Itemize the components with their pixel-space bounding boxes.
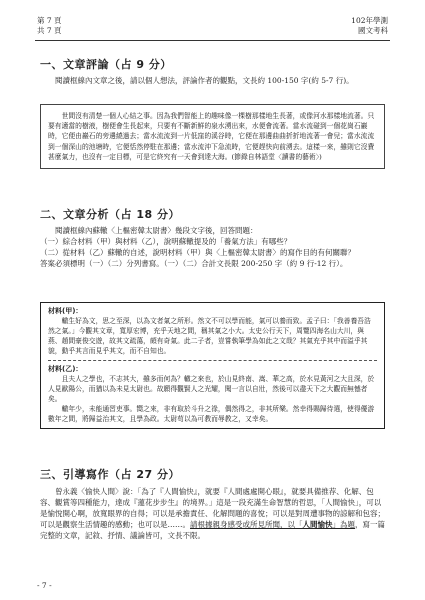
section2-materials-box — [40, 302, 385, 429]
section2-title: 二、文章分析（占 18 分） — [40, 208, 180, 221]
section2-question-2: （二）從材料（乙）蘇轍的自述，說明材料（甲）與〈上樞密韓太尉書〉的寫作目的有何關聯？ — [40, 248, 355, 257]
section3-title: 三、引導寫作（占 27 分） — [40, 468, 180, 481]
section1-instruction: 閱讀框線內文章之後，請以個人想法，評論作者的觀點，文長約 100-150 字(約 5-7 行)。 — [55, 76, 354, 85]
material-a-label: 材料(甲)： — [48, 307, 83, 315]
section3-text-1: 曾永義〈愉快人間〉說：「為了『人間愉快』，就要『人間處處開心眼』，就要具備推荐、化解、包容、觀賞等四種能力，達成『蓮花步步生』的境界。」這是一段充滿生命智慧的哲思，「人間愉快」，可以是愉悅開心啊，放寬眼界的自得；可以是承擔責任、化解問題的喜悅；可以是對周遭事物的諒解和包容；可以是觀察生活情趣的感動；也可以是……。 — [40, 487, 385, 529]
section1-quote: 世間沒有清楚一個人心結之事。因為我們智能上的趣味像一棵樹那樣地生長著，或像河水那樣地流著。只要有適當的樹液，樹便會生長起來，只要有不斷新鮮的泉水湧出來，水便會流著。當水流碰到一個花崗石巖時，它便由巖石的旁邊繞過去；當水流流到一片低窪的溪谷時，它便在那邊曲曲折折地流著一會兒；當水流流到一個深山的池塘時，它便恬然停駐在那邊；當水流沖下急流時，它便趕快向前湧去。這樣一來，雖則它沒費甚麼氣力，也沒有一定目標，可是它終究有一天會到達大海。(節錄自林語堂〈讀書的藝術〉) — [48, 112, 375, 161]
material-b-text-1: 且夫人之學也，不志其大，雖多而何為？轍之來也，於山見終南、嵩、華之高，於水見黃河之大且深，於人見歐陽公，而猶以為未見太尉也。故願得觀賢人之光耀，聞一言以自壯，然後可以盡天下之大觀而無憾者矣。 — [48, 375, 375, 403]
section3-prompt-underlined: 請根據親身感受或所見所聞，以「 — [190, 520, 303, 529]
section3-body — [40, 486, 385, 541]
exam-subject: 國文考科 — [358, 26, 388, 35]
section3-topic: 人間愉快 — [302, 520, 333, 529]
section2-answer-note: 答案必須標明（一）（二）分列書寫。（一）（二）合計文長限 200-250 字（約 9 行-12 行）。 — [40, 259, 348, 268]
section3-text-2: ，寫一篇完整的文章，記敘、抒情、議論皆可，文長不限。 — [40, 520, 385, 540]
page-total: 共 7 頁 — [37, 26, 62, 35]
exam-year: 102年學測 — [351, 16, 388, 25]
header-divider — [35, 40, 390, 41]
section2-instruction: 閱讀框線內蘇轍〈上樞密韓太尉書〉幾段文字後，回答問題： — [55, 226, 258, 235]
page-number: 第 7 頁 — [37, 16, 62, 25]
section3-prompt-end: 」為題 — [332, 520, 355, 529]
section2-question-1: （一）綜合材料（甲）與材料（乙），說明蘇轍提及的「養氣方法」有哪些？ — [40, 237, 292, 246]
page-header-left — [37, 16, 62, 36]
material-a-text: 轍生好為文，思之至深，以為文者氣之所形。然文不可以學而能，氣可以養而致。孟子曰：「我善養吾浩然之氣。」今觀其文章，寬厚宏博，充乎天地之間，稱其氣之小大。太史公行天下，周覽四海名山大川，與燕、趙間豪俊交遊，故其文疏蕩，頗有奇氣。此二子者，豈嘗執筆學為如此之文哉？其氣充乎其中而溢乎其貌，動乎其言而見乎其文，而不自知也。 — [48, 317, 371, 355]
page-header-right — [351, 16, 388, 36]
section1-title: 一、文章評論（占 9 分） — [40, 58, 172, 71]
section1-quote-box — [40, 104, 385, 169]
materials-divider — [48, 360, 377, 361]
material-b-text-2: 轍年少，未能通習吏事。嚮之來，非有取於斗升之祿，偶然得之，非其所樂。然幸得賜歸待選，使得優游數年之間，將歸益治其文，且學為政。太尉苟以為可教而辱教之，又幸矣。 — [48, 405, 375, 423]
page-footer-number: - 7 - — [37, 581, 52, 590]
section2-block — [40, 225, 385, 269]
material-b-label: 材料(乙)： — [48, 365, 83, 373]
